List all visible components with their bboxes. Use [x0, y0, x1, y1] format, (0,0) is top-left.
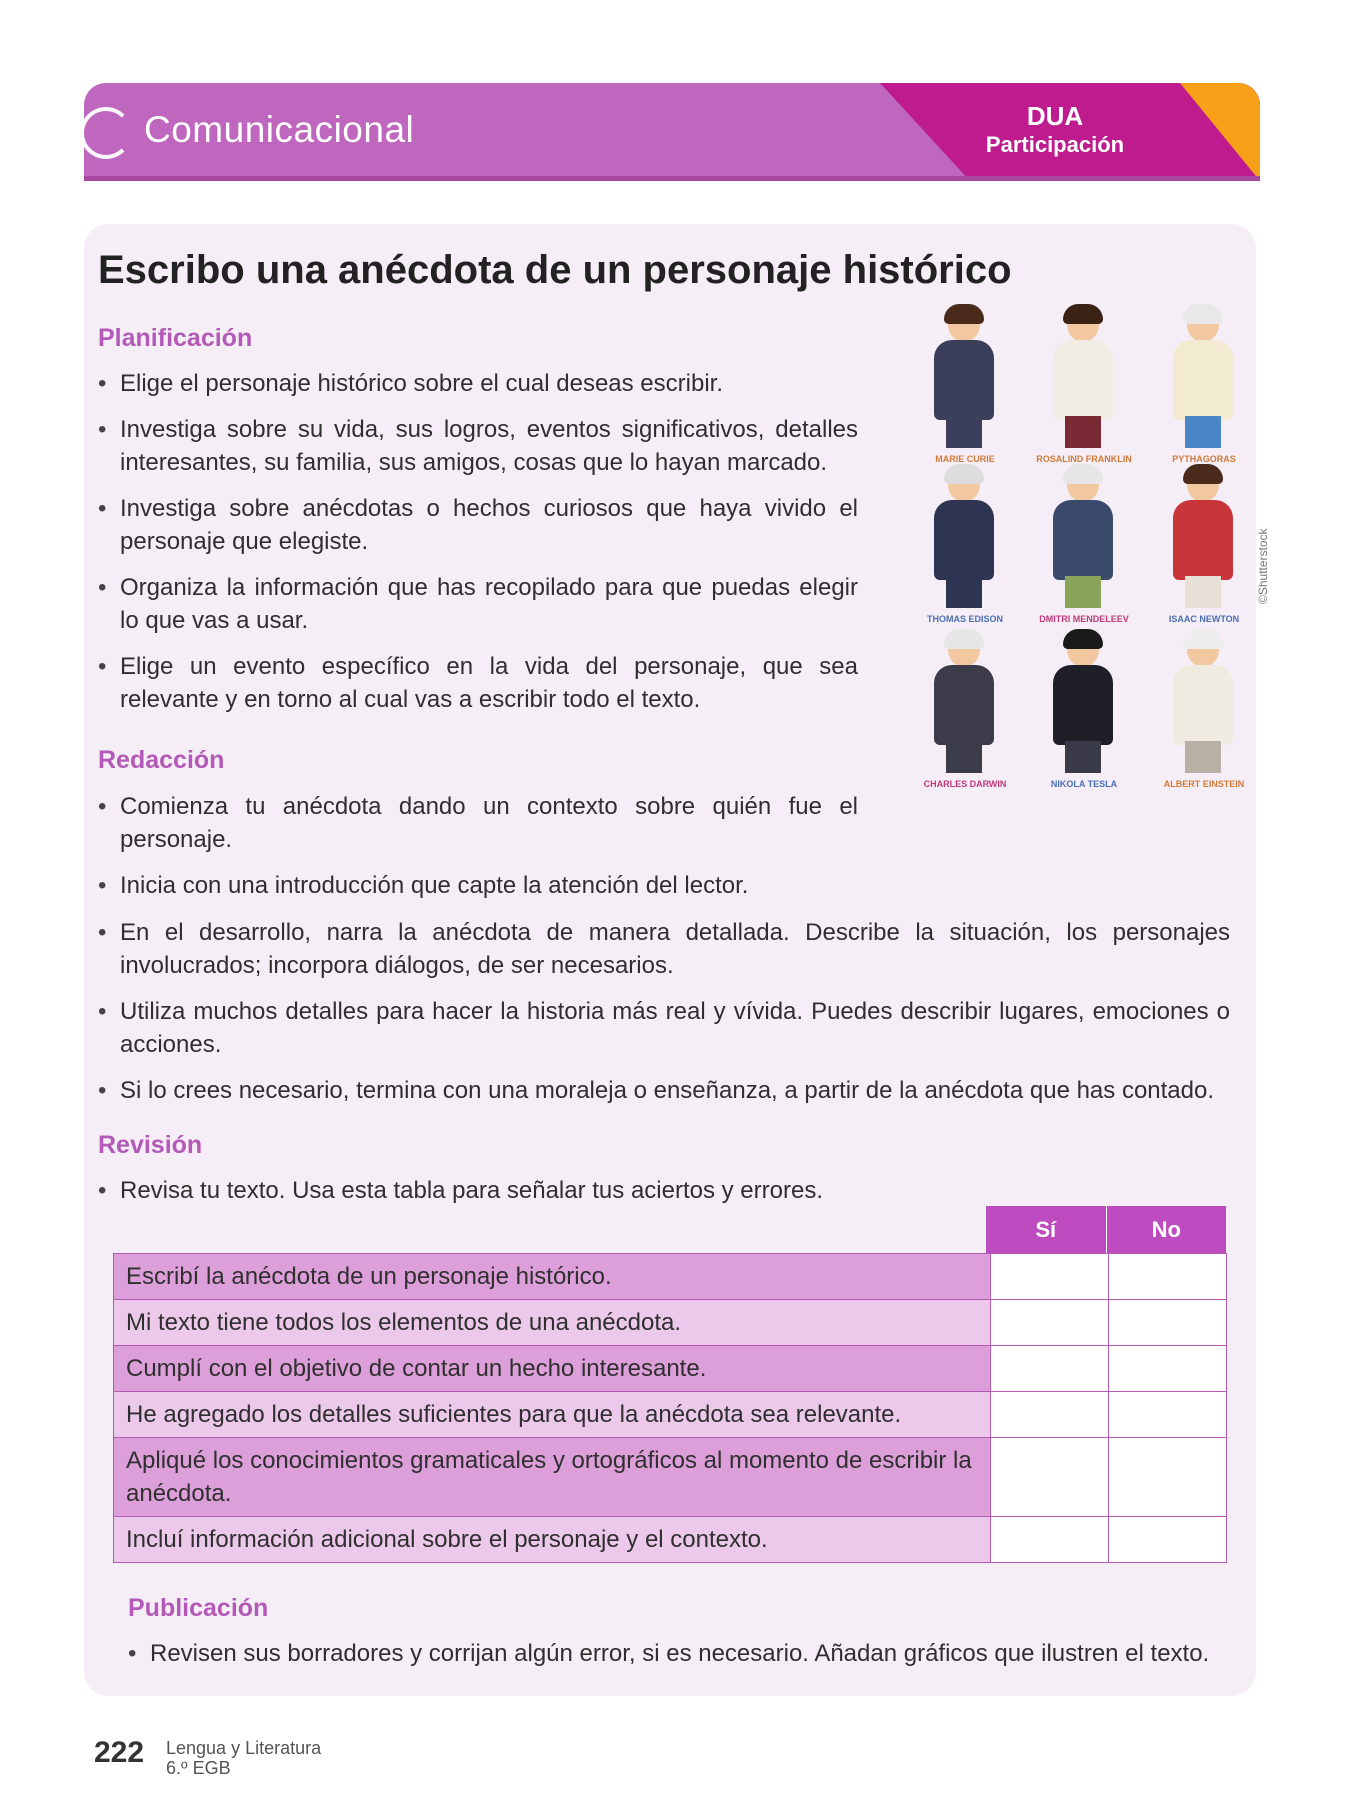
- figure-albert-einstein: ALBERT EINSTEIN: [1149, 629, 1259, 779]
- revision-list: [98, 1174, 998, 1220]
- column-header-no: No: [1106, 1206, 1227, 1253]
- no-checkbox-cell[interactable]: [1108, 1438, 1227, 1516]
- subject-name: Lengua y Literatura: [166, 1738, 322, 1758]
- criterion-text: He agregado los detalles suficientes para que la anécdota sea relevante.: [113, 1392, 990, 1437]
- table-row: [113, 1346, 1227, 1392]
- no-checkbox-cell[interactable]: [1108, 1300, 1227, 1345]
- figure-marie-curie: MARIE CURIE: [910, 304, 1020, 454]
- list-item: • Comienza tu anécdota dando un contexto sobre quién fue el personaje.: [98, 790, 858, 856]
- comunicacional-logo-icon: [80, 107, 132, 159]
- table-row: [113, 1517, 1227, 1563]
- table-header: [985, 1206, 1226, 1253]
- yes-checkbox-cell[interactable]: [990, 1300, 1108, 1345]
- list-item: • Revisen sus borradores y corrijan algún error, si es necesario. Añadan gráficos que ilustren el texto.: [128, 1637, 1238, 1670]
- list-item: • Organiza la información que has recopilado para que puedas elegir lo que vas a usar.: [98, 571, 858, 637]
- figure-thomas-edison: THOMAS EDISON: [910, 464, 1020, 614]
- figure-pythagoras: PYTHAGORAS: [1149, 304, 1259, 454]
- no-checkbox-cell[interactable]: [1108, 1346, 1227, 1391]
- redaccion-list-a: [98, 790, 858, 915]
- dua-badge: [960, 101, 1150, 159]
- list-item: • Elige el personaje histórico sobre el cual deseas escribir.: [98, 367, 858, 400]
- redaccion-heading: Redacción: [98, 746, 225, 774]
- figure-dmitri-mendeleev: DMITRI MENDELEEV: [1029, 464, 1139, 614]
- dua-label: DUA: [1026, 101, 1084, 131]
- redaccion-list-b: [98, 916, 1230, 1120]
- list-item: • Si lo crees necesario, termina con una moraleja o enseñanza, a partir de la anécdota que has contado.: [98, 1074, 1230, 1107]
- column-header-yes: Sí: [985, 1206, 1106, 1253]
- table-row: [113, 1300, 1227, 1346]
- figure-isaac-newton: ISAAC NEWTON: [1149, 464, 1259, 614]
- section-name: Comunicacional: [144, 109, 415, 150]
- list-item: • En el desarrollo, narra la anécdota de manera detallada. Describe la situación, los personajes involucrados; incorpora diálogos, de ser necesarios.: [98, 916, 1230, 982]
- section-header: [84, 83, 1260, 181]
- table-row: [113, 1438, 1227, 1517]
- publicacion-list: [128, 1637, 1238, 1683]
- yes-checkbox-cell[interactable]: [990, 1438, 1108, 1516]
- grade-level: 6.º EGB: [166, 1758, 231, 1778]
- yes-checkbox-cell[interactable]: [990, 1392, 1108, 1437]
- list-item: • Elige un evento específico en la vida del personaje, que sea relevante y en torno al cual vas a escribir todo el texto.: [98, 650, 858, 716]
- list-item: • Investiga sobre anécdotas o hechos curiosos que haya vivido el personaje que elegiste.: [98, 492, 858, 558]
- no-checkbox-cell[interactable]: [1108, 1392, 1227, 1437]
- criterion-text: Mi texto tiene todos los elementos de una anécdota.: [113, 1300, 990, 1345]
- revision-heading: Revisión: [98, 1131, 203, 1159]
- activity-card: [84, 224, 1270, 1696]
- no-checkbox-cell[interactable]: [1108, 1254, 1227, 1299]
- yes-checkbox-cell[interactable]: [990, 1517, 1108, 1562]
- image-credit: ©Shutterstock: [1256, 528, 1270, 604]
- historical-figures-illustration: [904, 304, 1264, 789]
- list-item: • Revisa tu texto. Usa esta tabla para señalar tus aciertos y errores.: [98, 1174, 998, 1207]
- table-body: [113, 1253, 1227, 1563]
- figure-nikola-tesla: NIKOLA TESLA: [1029, 629, 1139, 779]
- subject-info: [166, 1738, 321, 1778]
- dua-sublabel: Participación: [985, 132, 1125, 157]
- page-title: Escribo una anécdota de un personaje histórico: [98, 248, 1012, 292]
- no-checkbox-cell[interactable]: [1108, 1517, 1227, 1562]
- criterion-text: Escribí la anécdota de un personaje histórico.: [113, 1254, 990, 1299]
- yes-checkbox-cell[interactable]: [990, 1346, 1108, 1391]
- figure-charles-darwin: CHARLES DARWIN: [910, 629, 1020, 779]
- publicacion-heading: Publicación: [128, 1594, 269, 1622]
- yes-checkbox-cell[interactable]: [990, 1254, 1108, 1299]
- list-item: • Inicia con una introducción que capte la atención del lector.: [98, 869, 858, 902]
- planificacion-list: [98, 367, 858, 729]
- table-row: [113, 1254, 1227, 1300]
- list-item: • Utiliza muchos detalles para hacer la historia más real y vívida. Puedes describir lugares, emociones o acciones.: [98, 995, 1230, 1061]
- criterion-text: Incluí información adicional sobre el personaje y el contexto.: [113, 1517, 990, 1562]
- page-number: 222: [94, 1736, 145, 1769]
- criterion-text: Cumplí con el objetivo de contar un hecho interesante.: [113, 1346, 990, 1391]
- table-row: [113, 1392, 1227, 1438]
- planificacion-heading: Planificación: [98, 324, 253, 352]
- criterion-text: Apliqué los conocimientos gramaticales y ortográficos al momento de escribir la anécdota.: [113, 1438, 990, 1516]
- figure-rosalind-franklin: ROSALIND FRANKLIN: [1029, 304, 1139, 454]
- list-item: • Investiga sobre su vida, sus logros, eventos significativos, detalles interesantes, su familia, sus amigos, cosas que lo hayan marcado.: [98, 413, 858, 479]
